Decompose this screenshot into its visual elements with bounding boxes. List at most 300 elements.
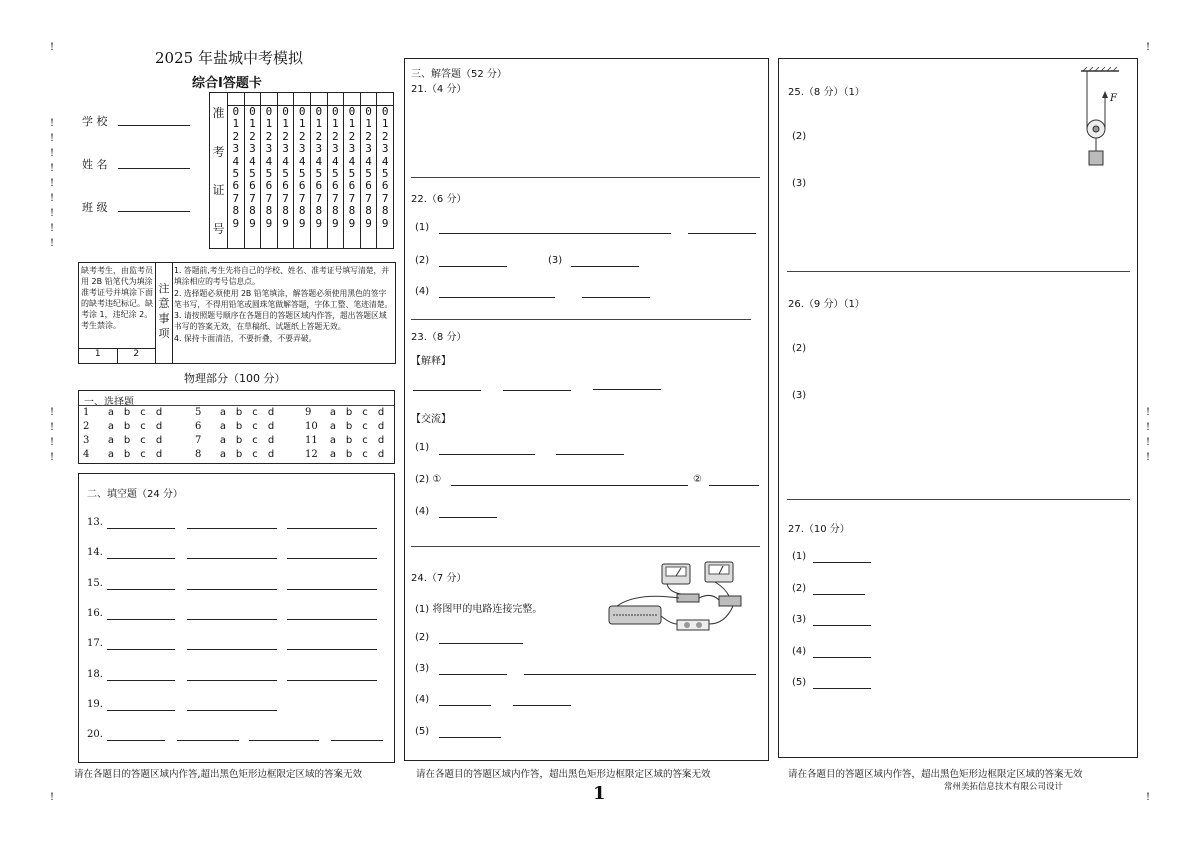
choice-option-bubble[interactable]: a bbox=[107, 449, 115, 460]
exam-number-write-box[interactable] bbox=[361, 93, 378, 105]
class-label: 班 级 bbox=[82, 201, 108, 214]
choice-option-bubble[interactable]: c bbox=[252, 421, 258, 432]
choice-option-bubble[interactable]: b bbox=[235, 407, 243, 418]
caution-label bbox=[156, 281, 172, 341]
exam-number-bubble[interactable]: 4 bbox=[315, 154, 323, 168]
q22-4b-field[interactable] bbox=[582, 296, 650, 298]
exam-number-bubble[interactable]: 2 bbox=[265, 129, 273, 143]
exam-number-bubble[interactable]: 1 bbox=[282, 117, 289, 131]
exam-number-column bbox=[261, 106, 278, 248]
choice-option-bubble[interactable]: c bbox=[362, 435, 368, 446]
cut-mark: ! bbox=[1146, 422, 1151, 433]
exam-number-bubble[interactable]: 3 bbox=[365, 142, 372, 156]
choice-item bbox=[83, 421, 167, 432]
exam-number-bubble[interactable]: 6 bbox=[381, 179, 389, 193]
exam-number-bubble[interactable]: 6 bbox=[232, 179, 240, 193]
exam-number-column bbox=[311, 106, 328, 248]
exam-number-bubble[interactable]: 1 bbox=[298, 117, 306, 131]
caution-item: 4. 保持卡面清洁，不要折叠，不要弄破。 bbox=[174, 333, 317, 343]
choice-option-bubble[interactable]: c bbox=[362, 449, 368, 460]
q22-3-field[interactable] bbox=[571, 265, 639, 267]
choice-option-bubble[interactable]: a bbox=[329, 407, 337, 418]
exam-number-bubble[interactable]: 6 bbox=[249, 179, 256, 193]
exam-number-column bbox=[245, 106, 262, 248]
choice-option-bubble[interactable]: d bbox=[155, 449, 163, 460]
choice-item bbox=[195, 421, 279, 432]
choice-option-bubble[interactable]: d bbox=[155, 407, 163, 418]
exam-number-column bbox=[228, 106, 245, 248]
q25-part: (3) bbox=[792, 178, 807, 189]
exam-number-bubble[interactable]: 7 bbox=[332, 191, 339, 205]
choice-number: 4 bbox=[83, 449, 90, 460]
exam-number-column bbox=[361, 106, 378, 248]
cut-mark: ! bbox=[50, 238, 55, 249]
q24-3b-field[interactable] bbox=[524, 673, 756, 675]
choice-option-bubble[interactable]: b bbox=[235, 421, 243, 432]
q23-4-field[interactable] bbox=[439, 516, 497, 518]
q27-part: (4) bbox=[792, 645, 807, 657]
choice-option-bubble[interactable]: c bbox=[140, 421, 146, 432]
exam-number-write-box[interactable] bbox=[294, 93, 311, 105]
exam-number-bubble[interactable]: 2 bbox=[365, 129, 372, 143]
choice-option-bubble[interactable]: a bbox=[219, 421, 227, 432]
q22-part: (3) bbox=[548, 255, 563, 266]
exam-number-bubble[interactable]: 9 bbox=[282, 216, 289, 230]
exam-number-bubble[interactable]: 7 bbox=[365, 191, 372, 205]
fill-number: 18. bbox=[87, 668, 103, 680]
choice-option-bubble[interactable]: d bbox=[377, 421, 385, 432]
cut-mark: ! bbox=[50, 148, 55, 159]
exam-number-columns[interactable] bbox=[228, 106, 393, 248]
q27-answer-field[interactable] bbox=[813, 561, 871, 563]
exam-number-bubble[interactable]: 0 bbox=[232, 105, 240, 118]
fill-answer-field[interactable] bbox=[287, 527, 377, 529]
cut-mark: ! bbox=[50, 437, 55, 448]
exam-number-bubble[interactable]: 3 bbox=[315, 142, 323, 156]
q26-label: 26.（9 分）（1） bbox=[788, 299, 865, 310]
page-title: 2025 年盐城中考模拟 bbox=[155, 49, 303, 67]
exam-number-bubble[interactable]: 8 bbox=[249, 204, 256, 218]
absent-mark-2[interactable]: 2 bbox=[133, 349, 140, 359]
exam-number-bubble[interactable]: 6 bbox=[365, 179, 372, 193]
exam-number-bubble[interactable]: 2 bbox=[298, 129, 306, 143]
pulley-illustration bbox=[1075, 67, 1125, 173]
caution-items bbox=[174, 265, 393, 344]
exam-number-bubble[interactable]: 3 bbox=[348, 142, 356, 156]
exam-number-bubble[interactable]: 5 bbox=[249, 167, 256, 181]
q27-answer-field[interactable] bbox=[813, 593, 865, 595]
choice-option-bubble[interactable]: a bbox=[329, 449, 337, 460]
zk-char: 号 bbox=[212, 222, 225, 237]
choice-option-bubble[interactable]: d bbox=[155, 421, 163, 432]
exam-number-column bbox=[377, 106, 393, 248]
exam-number-bubble[interactable]: 9 bbox=[298, 216, 306, 230]
designer-credit: 常州美拓信息技术有限公司设计 bbox=[944, 782, 1064, 792]
q23-2b-field[interactable] bbox=[709, 484, 759, 486]
choice-option-bubble[interactable]: d bbox=[155, 435, 163, 446]
q23-explain-field-1[interactable] bbox=[413, 389, 481, 391]
exam-number-bubble[interactable]: 4 bbox=[365, 154, 372, 168]
exam-number-bubble[interactable]: 2 bbox=[348, 129, 356, 143]
exam-number-bubble[interactable]: 5 bbox=[381, 167, 389, 181]
exam-number-bubble[interactable]: 0 bbox=[348, 105, 356, 118]
fill-answer-field[interactable] bbox=[187, 618, 277, 620]
exam-number-bubble[interactable]: 2 bbox=[232, 129, 240, 143]
exam-number-bubble[interactable]: 6 bbox=[315, 179, 323, 193]
exam-number-bubble[interactable]: 0 bbox=[381, 105, 389, 118]
exam-number-bubble[interactable]: 1 bbox=[348, 117, 356, 131]
fill-answer-field[interactable] bbox=[331, 739, 383, 741]
fill-answer-field[interactable] bbox=[287, 648, 377, 650]
exam-number-bubble[interactable]: 1 bbox=[315, 117, 323, 131]
exam-number-bubble[interactable]: 5 bbox=[365, 167, 372, 181]
cut-mark: ! bbox=[50, 452, 55, 463]
exam-number-bubble[interactable]: 5 bbox=[348, 167, 356, 181]
exam-number-bubble[interactable]: 1 bbox=[232, 117, 240, 131]
exam-number-bubble[interactable]: 3 bbox=[249, 142, 256, 156]
choice-section bbox=[78, 390, 395, 464]
cut-mark: ! bbox=[50, 118, 55, 129]
fill-answer-field[interactable] bbox=[107, 618, 175, 620]
absent-text: 缺考考生，由监考员用 2B 铅笔代为填涂准考证号并填涂下面的缺考违纪标记。缺考涂 1，违纪涂 2。考生禁涂。 bbox=[81, 266, 153, 330]
q22-part: (2) bbox=[415, 255, 430, 266]
q27-answer-field[interactable] bbox=[813, 656, 871, 658]
q24-label: 24.（7 分） bbox=[411, 573, 467, 584]
exam-number-bubble[interactable]: 5 bbox=[332, 167, 339, 181]
zk-char: 准 bbox=[212, 105, 225, 120]
choice-option-bubble[interactable]: d bbox=[377, 449, 385, 460]
cut-mark: ! bbox=[1146, 452, 1151, 463]
cut-mark: ! bbox=[50, 422, 55, 433]
exam-number-bubble[interactable]: 1 bbox=[365, 117, 372, 131]
choice-item bbox=[195, 449, 279, 460]
exam-number-bubble[interactable]: 7 bbox=[249, 191, 256, 205]
caution-char: 注 bbox=[158, 282, 170, 295]
q23-part: (4) bbox=[415, 506, 430, 517]
choice-number: 6 bbox=[195, 421, 202, 432]
exam-number-bubble[interactable]: 4 bbox=[381, 154, 389, 168]
exam-number-bubble[interactable]: 6 bbox=[348, 179, 356, 193]
choice-option-bubble[interactable]: c bbox=[252, 435, 258, 446]
choice-option-bubble[interactable]: c bbox=[252, 449, 258, 460]
cut-mark: ! bbox=[50, 407, 55, 418]
exam-number-bubble[interactable]: 1 bbox=[265, 117, 273, 131]
exam-number-bubble[interactable]: 0 bbox=[265, 105, 273, 118]
exam-number-bubble[interactable]: 3 bbox=[232, 142, 240, 156]
choice-option-bubble[interactable]: b bbox=[235, 449, 243, 460]
cut-mark: ! bbox=[50, 792, 55, 803]
exam-number-bubble[interactable]: 0 bbox=[315, 105, 323, 118]
exam-number-bubble[interactable]: 8 bbox=[365, 204, 372, 218]
exam-number-label bbox=[210, 93, 228, 248]
exam-number-write-box[interactable] bbox=[328, 93, 345, 105]
exam-number-bubble[interactable]: 7 bbox=[315, 191, 323, 205]
choice-option-bubble[interactable]: c bbox=[362, 407, 368, 418]
choice-number: 1 bbox=[83, 407, 90, 418]
zk-char: 证 bbox=[212, 183, 225, 198]
answer-section-3 bbox=[404, 58, 769, 761]
q23-explain-field-2[interactable] bbox=[503, 389, 571, 391]
exam-number-bubble[interactable]: 9 bbox=[332, 216, 339, 230]
exam-number-bubble[interactable]: 8 bbox=[332, 204, 339, 218]
exam-number-bubble[interactable]: 9 bbox=[249, 216, 256, 230]
exam-number-bubble[interactable]: 5 bbox=[298, 167, 306, 181]
footer-warning-right: 请在各题目的答题区域内作答，超出黑色矩形边框限定区域的答案无效 bbox=[788, 769, 1083, 780]
q25-label: 25.（8 分）（1） bbox=[788, 87, 865, 98]
section3-title: 三、解答题（52 分） bbox=[411, 69, 507, 80]
q22-1a-field[interactable] bbox=[439, 232, 671, 234]
choice-option-bubble[interactable]: d bbox=[267, 421, 275, 432]
exam-number-write-box[interactable] bbox=[245, 93, 262, 105]
zk-char: 考 bbox=[212, 144, 225, 159]
choice-option-bubble[interactable]: b bbox=[345, 407, 353, 418]
exam-number-bubble[interactable]: 0 bbox=[365, 105, 372, 118]
exam-number-bubble[interactable]: 7 bbox=[265, 191, 273, 205]
fill-number: 13. bbox=[87, 517, 103, 528]
fill-answer-field[interactable] bbox=[187, 679, 277, 681]
choice-number: 2 bbox=[83, 421, 90, 432]
exam-number-bubble[interactable]: 7 bbox=[381, 191, 389, 205]
exam-number-bubble[interactable]: 4 bbox=[348, 154, 356, 168]
school-field[interactable] bbox=[118, 124, 190, 126]
exam-number-bubble[interactable]: 3 bbox=[381, 142, 389, 156]
exam-number-grid bbox=[209, 92, 394, 249]
choice-option-bubble[interactable]: c bbox=[252, 407, 258, 418]
fill-answer-field[interactable] bbox=[187, 527, 277, 529]
choice-option-bubble[interactable]: d bbox=[377, 435, 385, 446]
exam-number-bubble[interactable]: 1 bbox=[332, 117, 339, 131]
exam-number-write-box[interactable] bbox=[311, 93, 328, 105]
choice-option-bubble[interactable]: c bbox=[140, 435, 146, 446]
exam-number-bubble[interactable]: 3 bbox=[282, 142, 289, 156]
choice-item bbox=[195, 407, 279, 418]
exam-number-bubble[interactable]: 5 bbox=[315, 167, 323, 181]
school-label: 学 校 bbox=[82, 115, 108, 128]
exam-number-bubble[interactable]: 9 bbox=[232, 216, 240, 230]
fill-answer-field[interactable] bbox=[187, 709, 277, 711]
physics-title: 物理部分（100 分） bbox=[184, 372, 286, 385]
exam-number-bubble[interactable]: 7 bbox=[348, 191, 356, 205]
choice-option-bubble[interactable]: c bbox=[140, 407, 146, 418]
q27-answer-field[interactable] bbox=[813, 687, 871, 689]
q27-answer-field[interactable] bbox=[813, 624, 871, 626]
exam-number-bubble[interactable]: 6 bbox=[265, 179, 273, 193]
choice-option-bubble[interactable]: b bbox=[123, 407, 131, 418]
exam-number-bubble[interactable]: 2 bbox=[381, 129, 389, 143]
exam-number-write-box[interactable] bbox=[261, 93, 278, 105]
exam-number-bubble[interactable]: 4 bbox=[232, 154, 240, 168]
exam-number-bubble[interactable]: 0 bbox=[249, 105, 256, 118]
fill-answer-field[interactable] bbox=[177, 739, 239, 741]
q22-part: (4) bbox=[415, 286, 430, 297]
choice-option-bubble[interactable]: c bbox=[362, 421, 368, 432]
caution-char: 事 bbox=[158, 312, 170, 325]
exam-number-bubble[interactable]: 4 bbox=[332, 154, 339, 168]
exam-number-column bbox=[278, 106, 295, 248]
exam-number-write-box[interactable] bbox=[228, 93, 245, 105]
exam-number-write-box[interactable] bbox=[377, 93, 393, 105]
q21-label: 21.（4 分） bbox=[411, 84, 467, 95]
exam-number-bubble[interactable]: 4 bbox=[249, 154, 256, 168]
exam-number-bubble[interactable]: 6 bbox=[332, 179, 339, 193]
exam-number-write-box[interactable] bbox=[344, 93, 361, 105]
exam-number-write-box[interactable] bbox=[278, 93, 295, 105]
fill-answer-field[interactable] bbox=[287, 618, 377, 620]
exam-number-bubble[interactable]: 9 bbox=[315, 216, 323, 230]
choice-option-bubble[interactable]: c bbox=[140, 449, 146, 460]
choice-option-bubble[interactable]: b bbox=[123, 449, 131, 460]
exam-number-bubble[interactable]: 4 bbox=[298, 154, 306, 168]
q24-part: (5) bbox=[415, 726, 430, 737]
q27-part: (2) bbox=[792, 582, 807, 594]
fill-number: 20. bbox=[87, 729, 103, 741]
exam-number-bubble[interactable]: 9 bbox=[381, 216, 389, 230]
q23-part: ② bbox=[693, 474, 702, 485]
q22-4a-field[interactable] bbox=[439, 296, 555, 298]
choice-option-bubble[interactable]: d bbox=[267, 449, 275, 460]
exam-number-bubble[interactable]: 6 bbox=[298, 179, 306, 193]
exam-number-bubble[interactable]: 0 bbox=[332, 105, 339, 118]
class-field[interactable] bbox=[118, 210, 190, 212]
exam-number-bubble[interactable]: 7 bbox=[282, 191, 289, 205]
exam-number-bubble[interactable]: 8 bbox=[232, 204, 240, 218]
exam-number-bubble[interactable]: 3 bbox=[332, 142, 339, 156]
choice-option-bubble[interactable]: b bbox=[345, 421, 353, 432]
absent-mark-1[interactable]: 1 bbox=[79, 349, 118, 363]
fill-number: 15. bbox=[87, 577, 103, 589]
choice-option-bubble[interactable]: a bbox=[107, 421, 115, 432]
exam-number-bubble[interactable]: 6 bbox=[282, 179, 289, 193]
exam-number-bubble[interactable]: 8 bbox=[265, 204, 273, 218]
q26-part: (3) bbox=[792, 390, 807, 401]
q24-2-field[interactable] bbox=[439, 642, 523, 644]
choice-number: 10 bbox=[305, 421, 318, 432]
q23-1b-field[interactable] bbox=[556, 453, 624, 455]
cut-mark: ! bbox=[50, 163, 55, 174]
fill-number: 14. bbox=[87, 547, 103, 559]
exam-number-bubble[interactable]: 3 bbox=[298, 142, 306, 156]
exam-number-bubble[interactable]: 8 bbox=[348, 204, 356, 218]
choice-option-bubble[interactable]: b bbox=[235, 435, 243, 446]
q24-3a-field[interactable] bbox=[439, 673, 507, 675]
exam-number-bubble[interactable]: 1 bbox=[381, 117, 389, 131]
choice-option-bubble[interactable]: a bbox=[107, 435, 115, 446]
exam-number-bubble[interactable]: 5 bbox=[282, 167, 289, 181]
exam-number-bubble[interactable]: 2 bbox=[332, 129, 339, 143]
fill-answer-field[interactable] bbox=[107, 557, 175, 559]
name-field[interactable] bbox=[118, 167, 190, 169]
caution-item: 3. 请按照题号顺序在各题目的答题区域内作答，超出答题区域书写的答案无效，在草稿纸、试题纸上答题无效。 bbox=[174, 311, 387, 332]
choice-option-bubble[interactable]: b bbox=[123, 421, 131, 432]
q24-5-field[interactable] bbox=[439, 736, 501, 738]
fill-number: 17. bbox=[87, 638, 103, 650]
choice-option-bubble[interactable]: a bbox=[107, 407, 115, 418]
fill-answer-field[interactable] bbox=[107, 527, 175, 529]
choice-option-bubble[interactable]: b bbox=[345, 449, 353, 460]
q23-2a-field[interactable] bbox=[451, 484, 688, 486]
cut-mark: ! bbox=[50, 42, 55, 53]
choice-number: 5 bbox=[195, 407, 202, 418]
fill-answer-field[interactable] bbox=[107, 739, 165, 741]
fill-answer-field[interactable] bbox=[107, 588, 175, 590]
q23-1a-field[interactable] bbox=[439, 453, 535, 455]
choice-option-bubble[interactable]: d bbox=[267, 435, 275, 446]
exam-number-bubble[interactable]: 4 bbox=[265, 154, 273, 168]
choice-number: 12 bbox=[305, 449, 318, 460]
q24-4a-field[interactable] bbox=[439, 704, 491, 706]
q24-4b-field[interactable] bbox=[513, 704, 571, 706]
q25-part: (2) bbox=[792, 131, 807, 142]
fill-answer-field[interactable] bbox=[107, 648, 175, 650]
page-number: 1 bbox=[593, 783, 606, 804]
exam-number-bubble[interactable]: 7 bbox=[298, 191, 306, 205]
choice-option-bubble[interactable]: a bbox=[219, 435, 227, 446]
exam-number-bubble[interactable]: 8 bbox=[282, 204, 289, 218]
fill-answer-field[interactable] bbox=[249, 739, 319, 741]
exam-number-bubble[interactable]: 2 bbox=[315, 129, 323, 143]
choice-option-bubble[interactable]: d bbox=[267, 407, 275, 418]
exam-number-bubble[interactable]: 3 bbox=[265, 142, 273, 156]
exam-number-bubble[interactable]: 5 bbox=[232, 167, 240, 181]
fill-answer-field[interactable] bbox=[287, 557, 377, 559]
fill-answer-field[interactable] bbox=[187, 557, 277, 559]
q24-part: (3) bbox=[415, 663, 430, 674]
exam-number-bubble[interactable]: 5 bbox=[265, 167, 273, 181]
choice-option-bubble[interactable]: a bbox=[219, 407, 227, 418]
exam-number-bubble[interactable]: 7 bbox=[232, 191, 240, 205]
exam-number-bubble[interactable]: 2 bbox=[249, 129, 256, 143]
choice-option-bubble[interactable]: b bbox=[345, 435, 353, 446]
choice-option-bubble[interactable]: a bbox=[329, 421, 337, 432]
fill-answer-field[interactable] bbox=[107, 679, 175, 681]
footer-warning-middle: 请在各题目的答题区域内作答，超出黑色矩形边框限定区域的答案无效 bbox=[416, 769, 711, 780]
exam-number-bubble[interactable]: 8 bbox=[381, 204, 389, 218]
q27-part: (5) bbox=[792, 677, 807, 688]
q23-explain-field-3[interactable] bbox=[593, 389, 661, 390]
q27-part: (1) bbox=[792, 551, 807, 562]
exam-number-bubble[interactable]: 9 bbox=[365, 216, 372, 230]
exam-number-bubble[interactable]: 8 bbox=[298, 204, 306, 218]
exam-number-bubble[interactable]: 8 bbox=[315, 204, 323, 218]
q22-2-field[interactable] bbox=[439, 265, 507, 267]
fill-answer-field[interactable] bbox=[287, 588, 377, 590]
exam-number-bubble[interactable]: 0 bbox=[282, 105, 289, 118]
exam-number-bubble[interactable]: 4 bbox=[282, 154, 289, 168]
choice-option-bubble[interactable]: d bbox=[377, 407, 385, 418]
choice-option-bubble[interactable]: a bbox=[219, 449, 227, 460]
fill-title: 二、填空题（24 分） bbox=[87, 489, 183, 500]
footer-warning-left: 请在各题目的答题区域内作答,超出黑色矩形边框限定区域的答案无效 bbox=[74, 769, 363, 780]
fill-answer-field[interactable] bbox=[187, 648, 277, 650]
q22-1b-field[interactable] bbox=[688, 232, 756, 234]
choice-option-bubble[interactable]: a bbox=[329, 435, 337, 446]
cut-mark: ! bbox=[50, 223, 55, 234]
exam-number-bubble[interactable]: 2 bbox=[282, 129, 289, 143]
exam-number-bubble[interactable]: 9 bbox=[348, 216, 356, 230]
cut-mark: ! bbox=[50, 193, 55, 204]
q26-part: (2) bbox=[792, 343, 807, 354]
exam-number-bubble[interactable]: 9 bbox=[265, 216, 273, 230]
exam-number-bubble[interactable]: 0 bbox=[298, 105, 306, 118]
caution-char: 意 bbox=[158, 297, 170, 310]
fill-answer-field[interactable] bbox=[287, 679, 377, 681]
fill-answer-field[interactable] bbox=[107, 709, 175, 711]
fill-answer-field[interactable] bbox=[187, 588, 277, 590]
card-subtitle: 综合I答题卡 bbox=[192, 76, 262, 91]
exam-number-bubble[interactable]: 1 bbox=[249, 117, 256, 131]
choice-option-bubble[interactable]: b bbox=[123, 435, 131, 446]
choice-item bbox=[305, 421, 389, 432]
